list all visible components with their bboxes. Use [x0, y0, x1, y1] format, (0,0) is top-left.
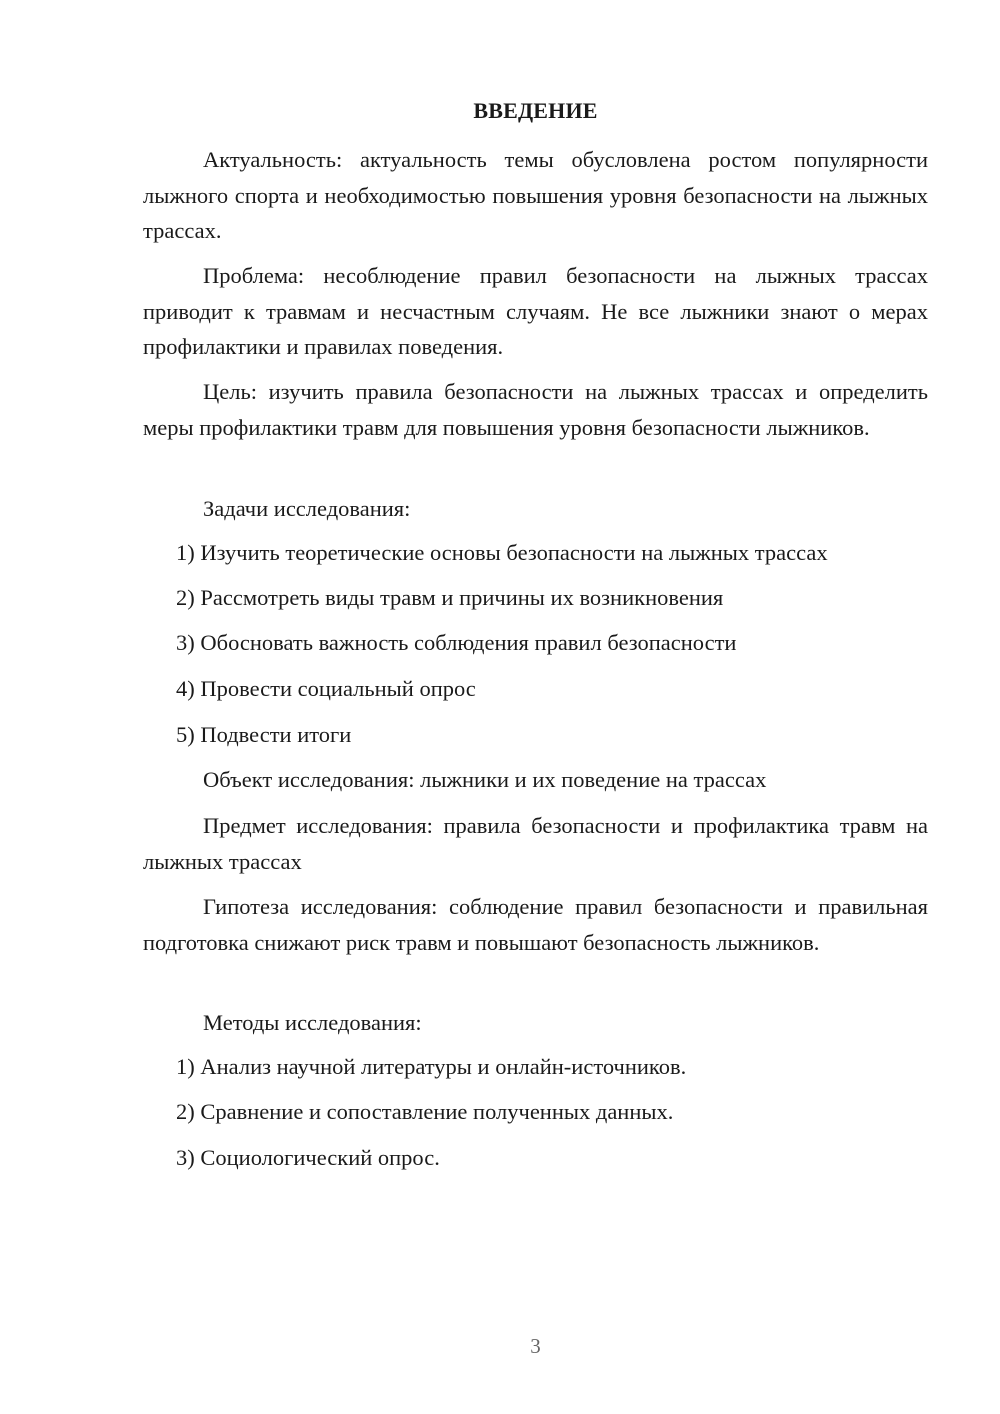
- page-title: ВВЕДЕНИЕ: [473, 98, 598, 123]
- method-item: 1) Анализ научной литературы и онлайн-источников.: [176, 1054, 687, 1079]
- method-item: 3) Социологический опрос.: [176, 1145, 440, 1170]
- task-item: 2) Рассмотреть виды травм и причины их возникновения: [176, 585, 724, 610]
- task-item: 4) Провести социальный опрос: [176, 676, 476, 701]
- method-item: 2) Сравнение и сопоставление полученных данных.: [176, 1099, 674, 1124]
- hypothesis-paragraph: Гипотеза исследования: соблюдение правил безопасности и правильная подготовка снижают риск травм и повышают безопасность лыжников.: [143, 894, 928, 955]
- subject-paragraph: Предмет исследования: правила безопасности и профилактика травм на лыжных трассах: [143, 813, 928, 874]
- page-number: 3: [530, 1334, 541, 1358]
- task-item: 1) Изучить теоретические основы безопасности на лыжных трассах: [176, 540, 828, 565]
- task-item: 5) Подвести итоги: [176, 722, 352, 747]
- tasks-title: Задачи исследования:: [203, 496, 411, 521]
- relevance-paragraph: Актуальность: актуальность темы обусловлена ростом популярности лыжного спорта и необходимостью повышения уровня безопасности на лыжных трассах.: [143, 147, 928, 243]
- task-item: 3) Обосновать важность соблюдения правил безопасности: [176, 630, 737, 655]
- methods-title: Методы исследования:: [203, 1010, 422, 1035]
- document-page: [143, 0, 928, 1414]
- object-paragraph: Объект исследования: лыжники и их поведение на трассах: [203, 767, 767, 792]
- problem-paragraph: Проблема: несоблюдение правил безопасности на лыжных трассах приводит к травмам и несчастным случаям. Не все лыжники знают о мерах профилактики и правилах поведения.: [143, 263, 928, 359]
- goal-paragraph: Цель: изучить правила безопасности на лыжных трассах и определить меры профилактики травм для повышения уровня безопасности лыжников.: [143, 379, 928, 440]
